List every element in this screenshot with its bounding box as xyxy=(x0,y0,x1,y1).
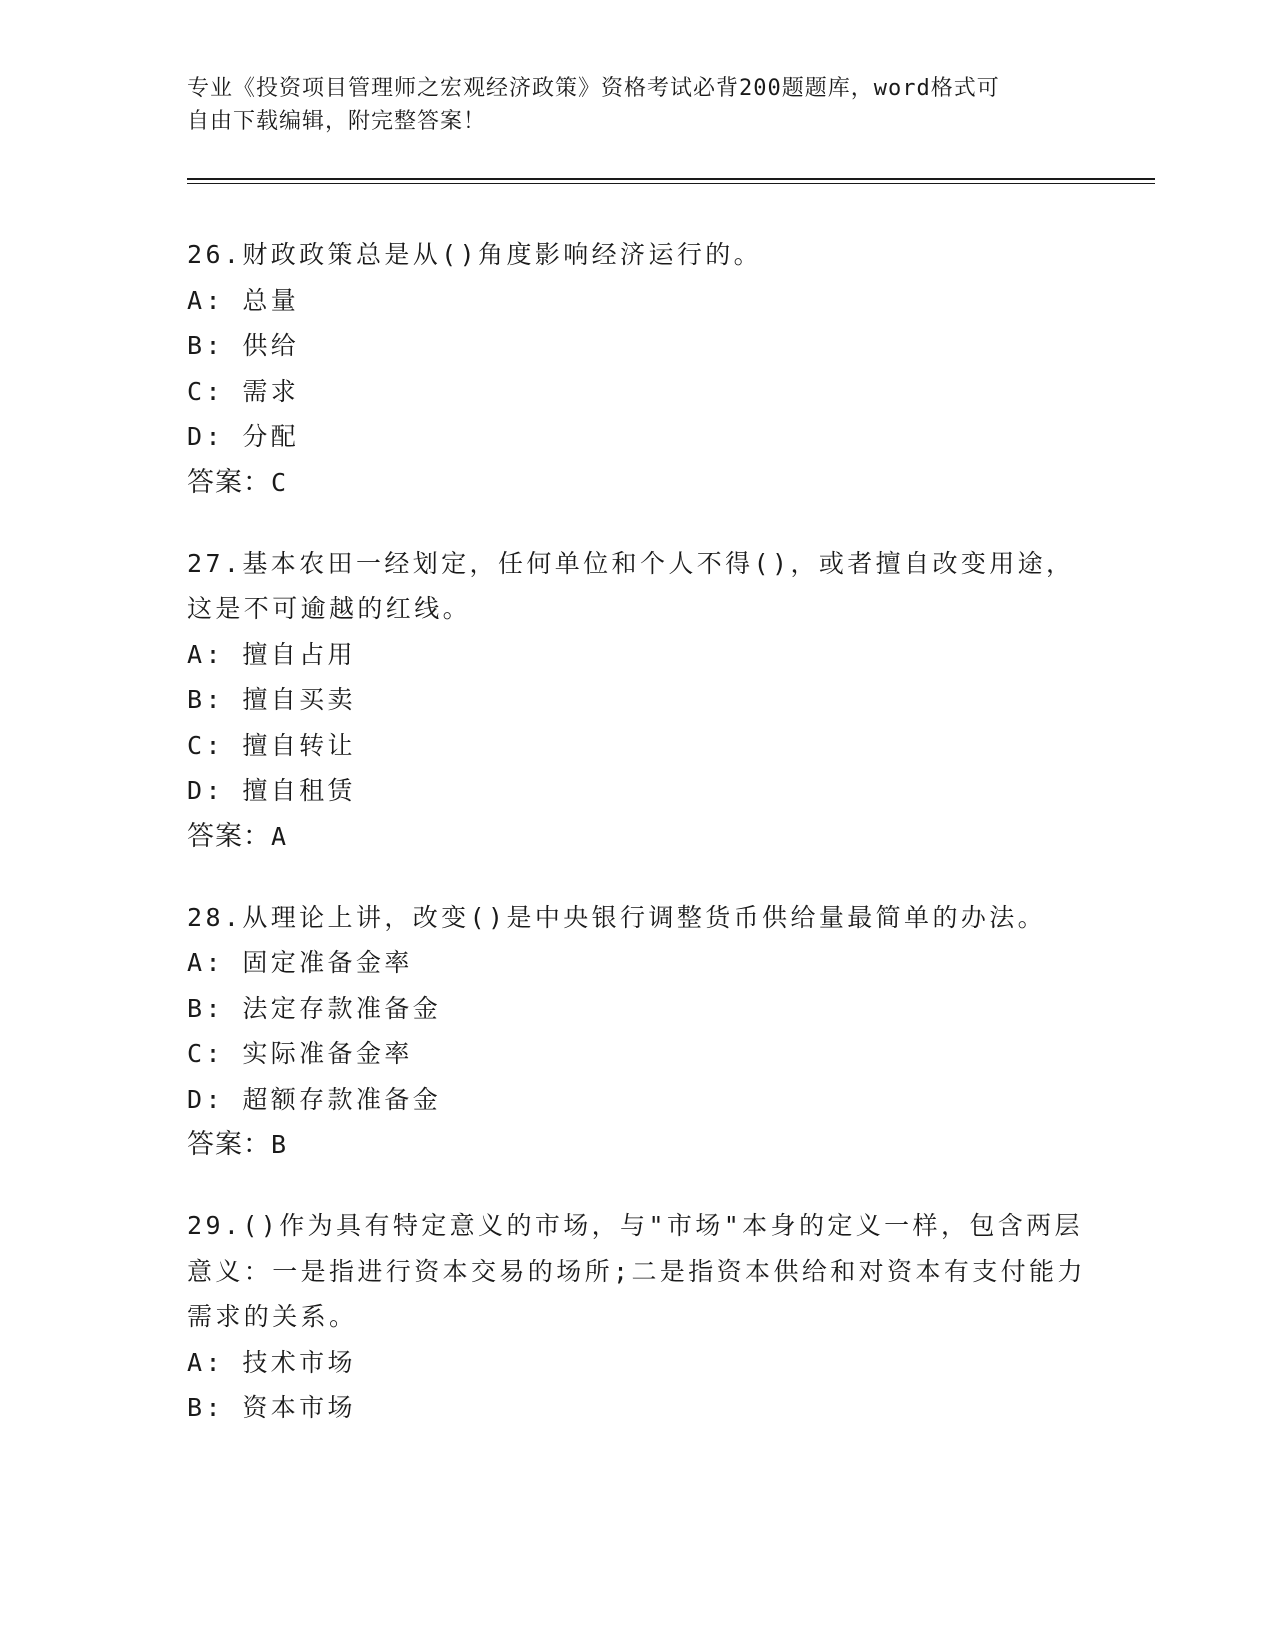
option-a: A: 总量 xyxy=(187,285,300,315)
answer-label: 答案： xyxy=(187,466,271,498)
answer-value: B xyxy=(271,1130,288,1159)
question-stem: 28.从理论上讲，改变()是中央银行调整货币供给量最简单的办法。 xyxy=(187,902,1047,932)
option-c: C: 实际准备金率 xyxy=(187,1039,413,1068)
option-a: A: 固定准备金率 xyxy=(187,948,413,977)
question-28 xyxy=(187,895,1087,1168)
option-d: D: 分配 xyxy=(187,422,300,451)
question-29 xyxy=(187,1203,1087,1431)
option-b: B: 供给 xyxy=(187,331,300,360)
answer-label: 答案： xyxy=(187,820,271,852)
option-b: B: 法定存款准备金 xyxy=(187,993,442,1023)
question-27 xyxy=(187,541,1087,859)
option-d: D: 擅自租赁 xyxy=(187,776,356,805)
question-list xyxy=(187,232,1087,1467)
option-d: D: 超额存款准备金 xyxy=(187,1084,442,1114)
answer-line xyxy=(187,814,1087,859)
answer-line xyxy=(187,460,1087,505)
header-title-line-1: 专业《投资项目管理师之宏观经济政策》资格考试必背200题题库，word格式可 xyxy=(187,76,1000,101)
question-stem: 26.财政政策总是从()角度影响经济运行的。 xyxy=(187,240,763,269)
answer-value: A xyxy=(271,821,288,851)
option-b: B: 资本市场 xyxy=(187,1393,356,1422)
question-26 xyxy=(187,232,1087,505)
answer-line xyxy=(187,1122,1087,1167)
option-a: A: 擅自占用 xyxy=(187,639,356,669)
header-divider-thin xyxy=(187,183,1155,184)
option-b: B: 擅自买卖 xyxy=(187,685,356,714)
question-stem: 29.()作为具有特定意义的市场，与"市场"本身的定义一样，包含两层意义：一是指进行资本交易的场所;二是指资本供给和对资本有支付能力需求的关系。 xyxy=(187,1211,1086,1331)
document-header xyxy=(187,72,1067,138)
option-c: C: 擅自转让 xyxy=(187,730,356,760)
question-stem: 27.基本农田一经划定，任何单位和个人不得()，或者擅自改变用途，这是不可逾越的红线。 xyxy=(187,548,1075,623)
option-a: A: 技术市场 xyxy=(187,1347,356,1377)
answer-label: 答案： xyxy=(187,1129,271,1160)
header-divider-thick xyxy=(187,178,1155,180)
answer-value: C xyxy=(271,467,288,497)
option-c: C: 需求 xyxy=(187,376,300,406)
header-title-line-2: 自由下载编辑，附完整答案！ xyxy=(187,109,487,134)
